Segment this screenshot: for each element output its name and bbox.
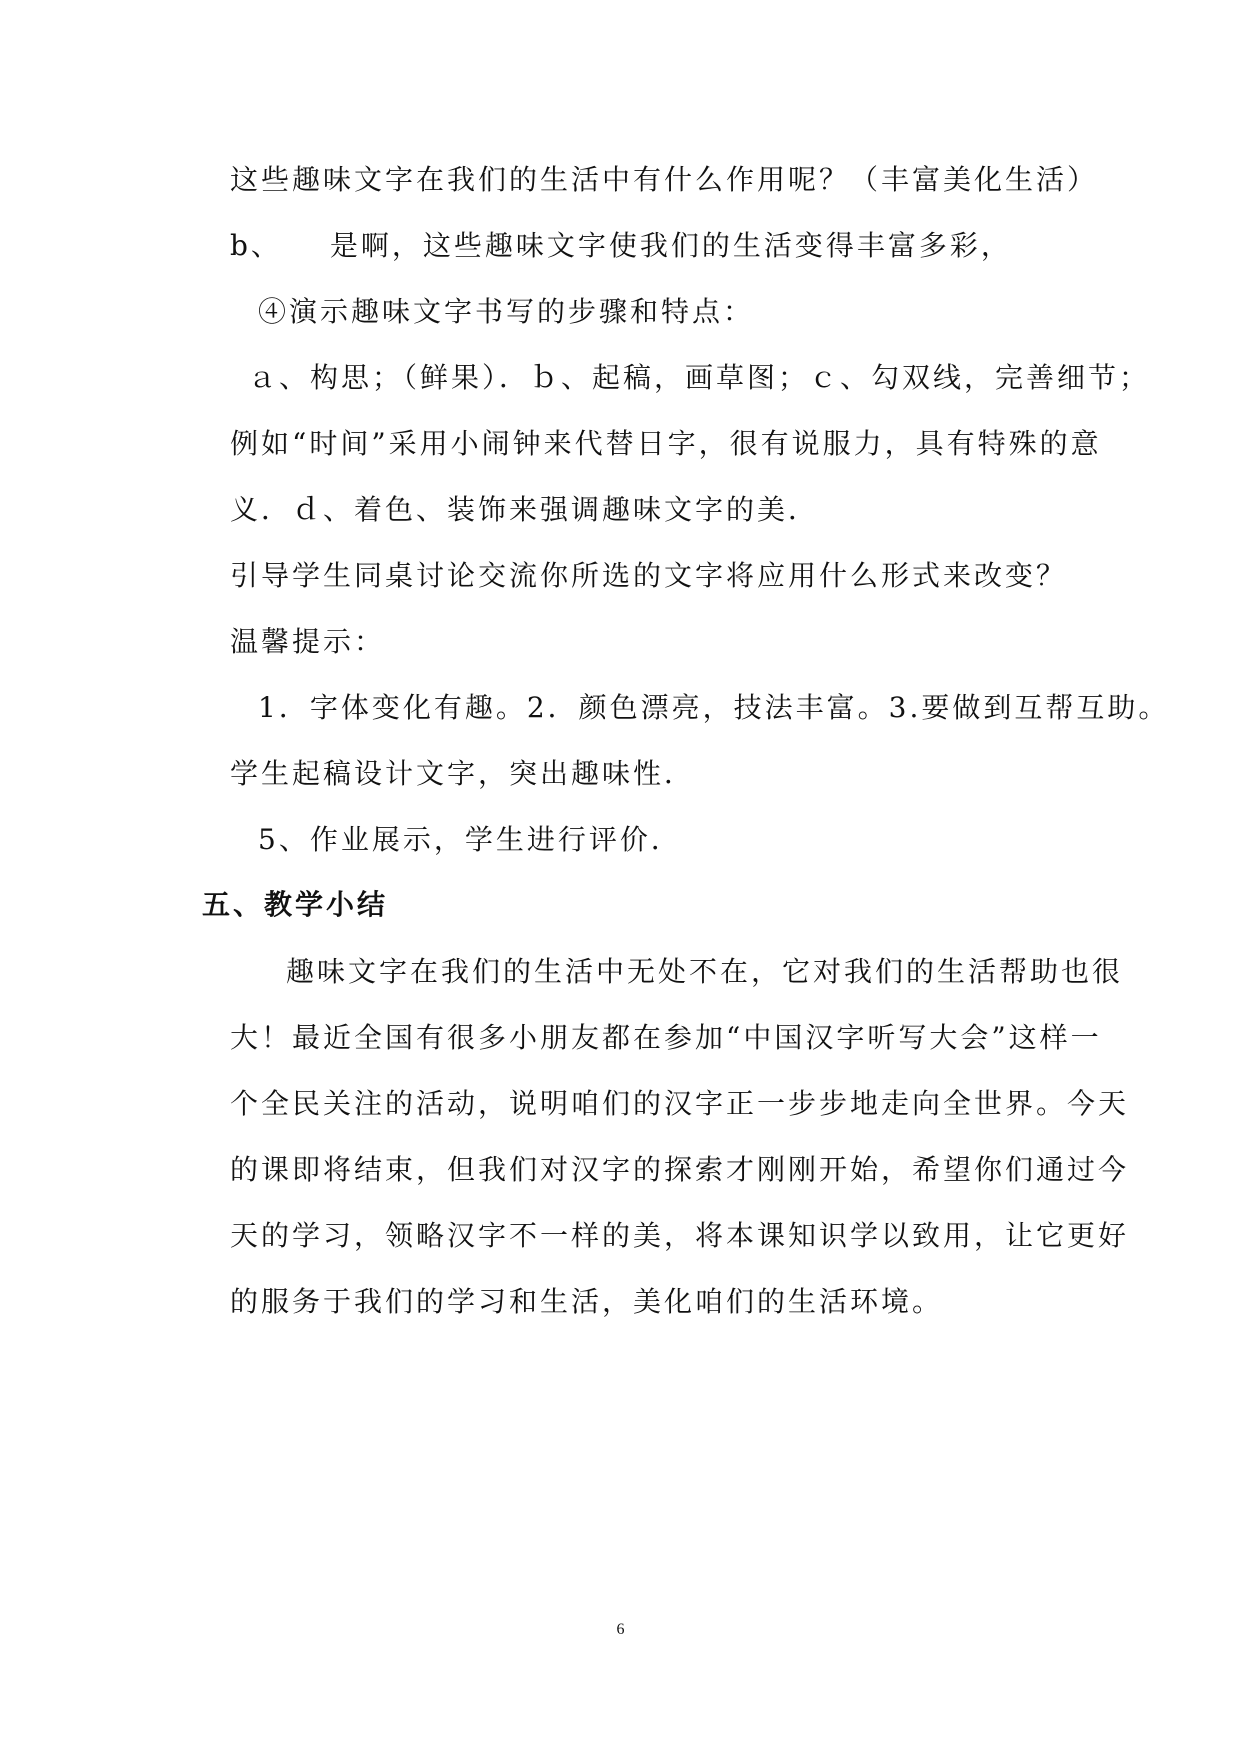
page-number: 6 (616, 1621, 625, 1638)
text-line-4: ａ、构思；（鲜果）．ｂ、起稿，画草图；ｃ、勾双线，完善细节； (248, 361, 1151, 394)
text-line-8: 温馨提示： (230, 625, 386, 658)
text-line-1: 这些趣味文字在我们的生活中有什么作用呢？（丰富美化生活） (230, 163, 1099, 196)
text-line-6: 义．ｄ、着色、装饰来强调趣味文字的美． (230, 493, 820, 526)
summary-line-6: 的服务于我们的学习和生活，美化咱们的生活环境。 (230, 1285, 944, 1318)
summary-line-3: 个全民关注的活动，说明咱们的汉字正一步步地走向全世界。今天 (230, 1087, 1130, 1120)
text-line-10: 学生起稿设计文字，突出趣味性． (230, 757, 696, 790)
text-line-7: 引导学生同桌讨论交流你所选的文字将应用什么形式来改变？ (230, 559, 1068, 592)
text-line-11: 5、作业展示，学生进行评价． (258, 823, 682, 856)
text-line-2: b、 是啊，这些趣味文字使我们的生活变得丰富多彩， (230, 229, 1012, 262)
summary-line-2: 大！最近全国有很多小朋友都在参加“中国汉字听写大会”这样一 (230, 1021, 1102, 1054)
text-line-5: 例如“时间”采用小闹钟来代替日字，很有说服力，具有特殊的意 (230, 427, 1102, 460)
summary-line-4: 的课即将结束，但我们对汉字的探索才刚刚开始，希望你们通过今 (230, 1153, 1130, 1186)
summary-line-1: 趣味文字在我们的生活中无处不在，它对我们的生活帮助也很 (286, 955, 1124, 988)
section-heading: 五、教学小结 (202, 888, 389, 921)
summary-line-5: 天的学习，领略汉字不一样的美，将本课知识学以致用，让它更好 (230, 1219, 1130, 1252)
text-line-3: ④演示趣味文字书写的步骤和特点： (258, 295, 755, 328)
text-line-9: 1．字体变化有趣。2．颜色漂亮，技法丰富。3.要做到互帮互助。 (258, 691, 1170, 724)
